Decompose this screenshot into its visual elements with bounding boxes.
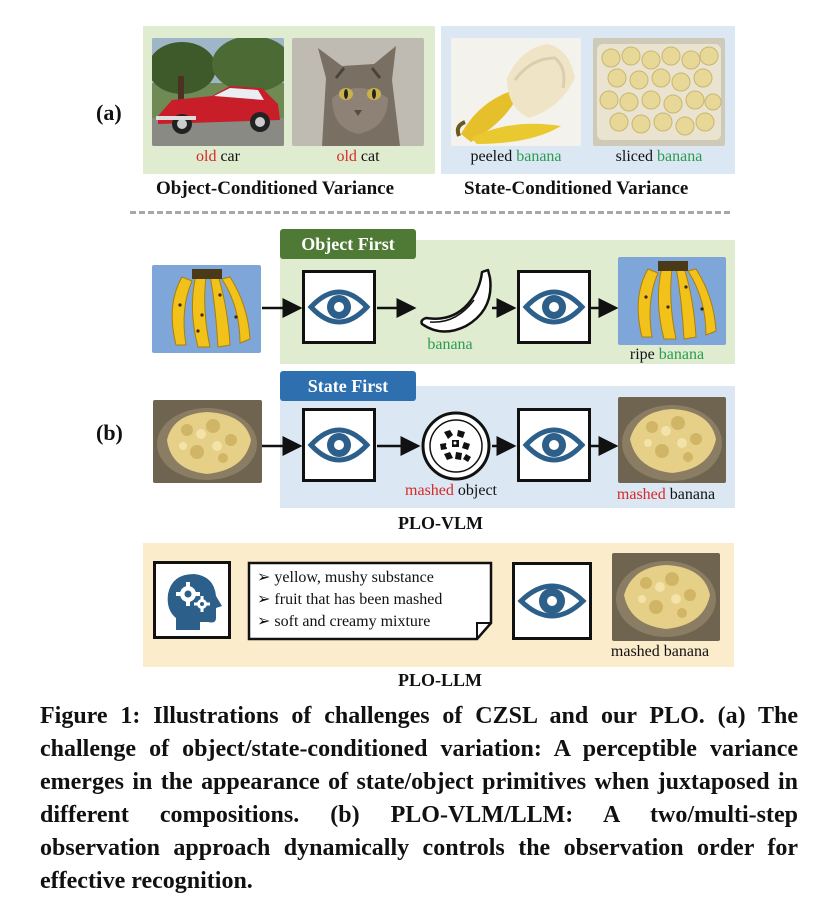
ripe-banana-input-image bbox=[152, 265, 261, 353]
eye-icon bbox=[515, 565, 589, 637]
observe-eye-box-2 bbox=[517, 270, 591, 344]
eye-icon bbox=[520, 273, 588, 341]
ripe-banana-output-image bbox=[618, 257, 726, 345]
object-first-mid-label: banana bbox=[427, 336, 473, 353]
eye-icon bbox=[520, 411, 588, 479]
eye-icon bbox=[305, 273, 373, 341]
observe-eye-box-4 bbox=[517, 408, 591, 482]
plo-vlm-label: PLO-VLM bbox=[398, 513, 483, 533]
state-first-pill: State First bbox=[280, 371, 416, 401]
mashed-banana-llm-image bbox=[612, 553, 720, 641]
sliced-banana-label: sliced banana bbox=[615, 148, 703, 165]
object-conditioned-title: Object-Conditioned Variance bbox=[156, 178, 395, 199]
observe-eye-box-llm bbox=[512, 562, 592, 640]
object-first-pill: Object First bbox=[280, 229, 416, 259]
observe-eye-box-3 bbox=[302, 408, 376, 482]
llm-bullet-1: ➢ yellow, mushy substance bbox=[257, 569, 434, 586]
peeled-banana-label: peeled banana bbox=[470, 148, 562, 165]
head-gears-icon bbox=[153, 561, 231, 639]
state-first-output-label: mashed banana bbox=[616, 486, 716, 503]
llm-bullet-3: ➢ soft and creamy mixture bbox=[257, 613, 431, 630]
llm-bullet-2: ➢ fruit that has been mashed bbox=[257, 591, 443, 608]
mashed-banana-input-image bbox=[153, 400, 262, 483]
llm-description-bubble bbox=[247, 561, 493, 641]
caption-text: Figure 1: Illustrations of challenges of CZSL and our PLO. (a) The challenge of object/state-conditioned variation: A perceptible variance emerges in the appearance of state/object primitives when juxtaposed in different compositions. (b) PLO-VLM/LLM: A two/multi-step observation approach dynamically controls the observation order for effective recognition. bbox=[40, 703, 798, 894]
old-car-label: old car bbox=[196, 148, 240, 165]
observe-eye-box-1 bbox=[302, 270, 376, 344]
part-a-label: (a) bbox=[96, 100, 122, 125]
llm-output-label: mashed banana bbox=[610, 643, 710, 660]
mashed-object-icon bbox=[420, 410, 492, 487]
state-first-mid-label: mashed object bbox=[405, 482, 497, 499]
part-b-label: (b) bbox=[96, 420, 123, 445]
plo-llm-label: PLO-LLM bbox=[398, 670, 482, 690]
eye-icon bbox=[305, 411, 373, 479]
mashed-banana-output-image bbox=[618, 397, 726, 483]
banana-outline-icon bbox=[416, 266, 496, 343]
figure-caption bbox=[40, 700, 798, 898]
object-first-output-label: ripe banana bbox=[629, 346, 705, 363]
state-conditioned-title: State-Conditioned Variance bbox=[464, 178, 689, 199]
old-cat-label: old cat bbox=[336, 148, 380, 165]
